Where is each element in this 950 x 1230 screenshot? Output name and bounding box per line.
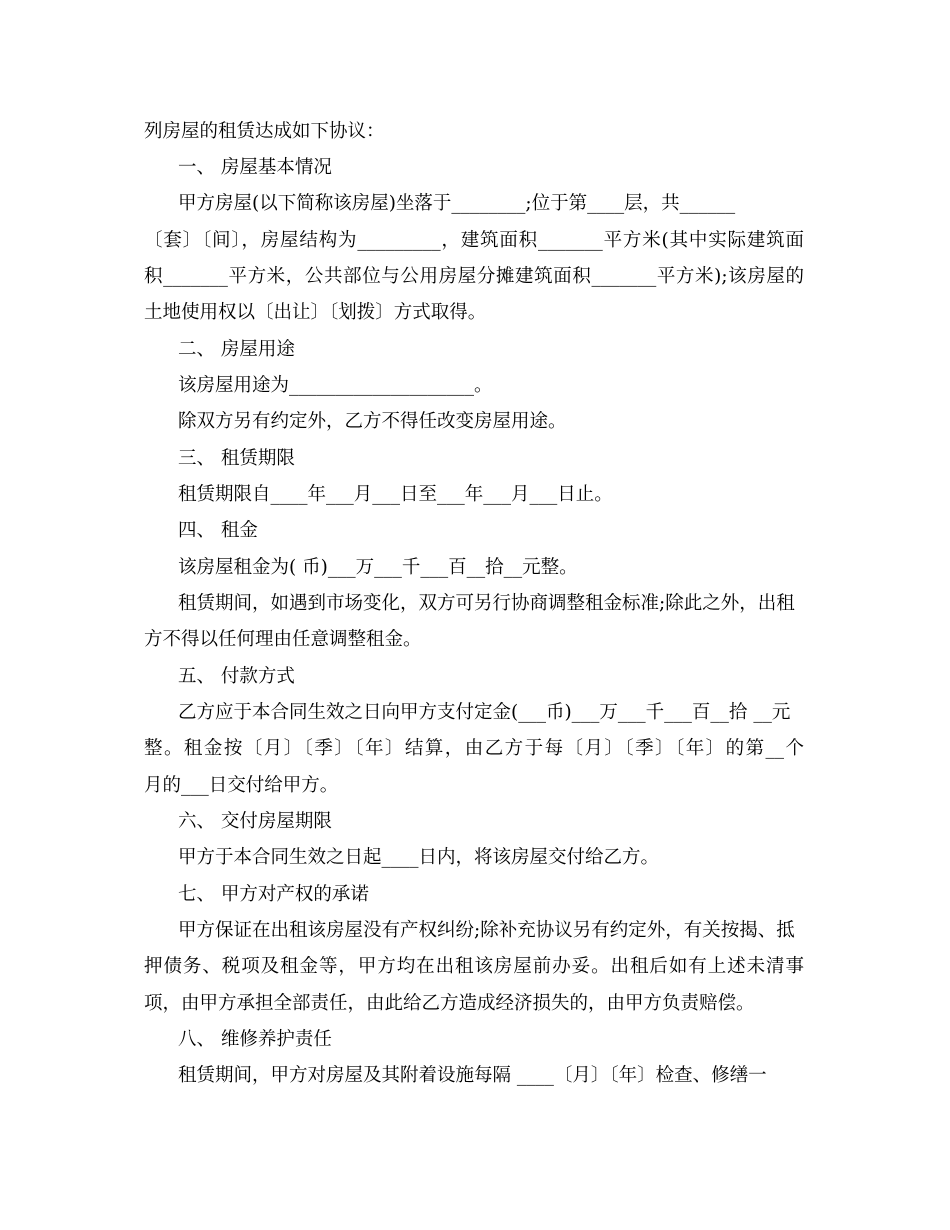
section-heading-1: 一、 房屋基本情况 bbox=[178, 157, 332, 178]
section-heading-6: 六、 交付房屋期限 bbox=[178, 811, 332, 832]
section-heading-8: 八、 维修养护责任 bbox=[178, 1029, 332, 1050]
section-5-line-3: 月的___日交付给甲方。 bbox=[144, 775, 339, 796]
section-8-line-1: 租赁期间，甲方对房屋及其附着设施每隔 ____〔月〕〔年〕检查、修缮一 bbox=[178, 1065, 767, 1086]
section-1-line-4: 土地使用权以〔出让〕〔划拨〕方式取得。 bbox=[144, 302, 487, 323]
section-7-line-1: 甲方保证在出租该房屋没有产权纠纷;除补充协议另有约定外，有关按揭、抵 bbox=[178, 920, 795, 941]
section-1-line-3: 积_______平方米，公共部位与公用房屋分摊建筑面积_______平方米);该房屋的 bbox=[144, 266, 804, 287]
section-4-line-1: 该房屋租金为( 币)___万___千___百__拾__元整。 bbox=[178, 557, 578, 578]
section-3-line-1: 租赁期限自____年___月___日至___年___月___日止。 bbox=[178, 484, 613, 505]
section-2-line-2: 除双方另有约定外，乙方不得任改变房屋用途。 bbox=[178, 411, 567, 432]
section-6-line-1: 甲方于本合同生效之日起____日内，将该房屋交付给乙方。 bbox=[178, 847, 660, 868]
section-heading-7: 七、 甲方对产权的承诺 bbox=[178, 884, 369, 905]
section-heading-2: 二、 房屋用途 bbox=[178, 339, 295, 360]
section-2-line-1: 该房屋用途为____________________。 bbox=[178, 375, 493, 396]
section-1-line-2: 〔套〕〔间〕，房屋结构为_________，建筑面积_______平方米(其中实际建筑面 bbox=[144, 230, 804, 251]
section-heading-4: 四、 租金 bbox=[178, 520, 258, 541]
section-7-line-2: 押债务、税项及租金等，甲方均在出租该房屋前办妥。出租后如有上述未清事 bbox=[144, 956, 804, 977]
section-heading-3: 三、 租赁期限 bbox=[178, 448, 295, 469]
section-heading-5: 五、 付款方式 bbox=[178, 666, 295, 687]
section-5-line-1: 乙方应于本合同生效之日向甲方支付定金(___币)___万___千___百__拾 __元 bbox=[178, 702, 791, 723]
section-1-line-1: 甲方房屋(以下简称该房屋)坐落于________;位于第____层，共______ bbox=[178, 193, 736, 214]
section-4-line-2: 租赁期间，如遇到市场变化，双方可另行协商调整租金标准;除此之外，出租 bbox=[178, 593, 795, 614]
section-7-line-3: 项，由甲方承担全部责任，由此给乙方造成经济损失的，由甲方负责赔偿。 bbox=[144, 993, 755, 1014]
section-4-line-3: 方不得以任何理由任意调整租金。 bbox=[144, 629, 422, 650]
intro-line: 列房屋的租赁达成如下协议： bbox=[144, 121, 385, 142]
section-5-line-2: 整。租金按〔月〕〔季〕〔年〕结算，由乙方于每〔月〕〔季〕〔年〕的第__个 bbox=[144, 738, 804, 759]
